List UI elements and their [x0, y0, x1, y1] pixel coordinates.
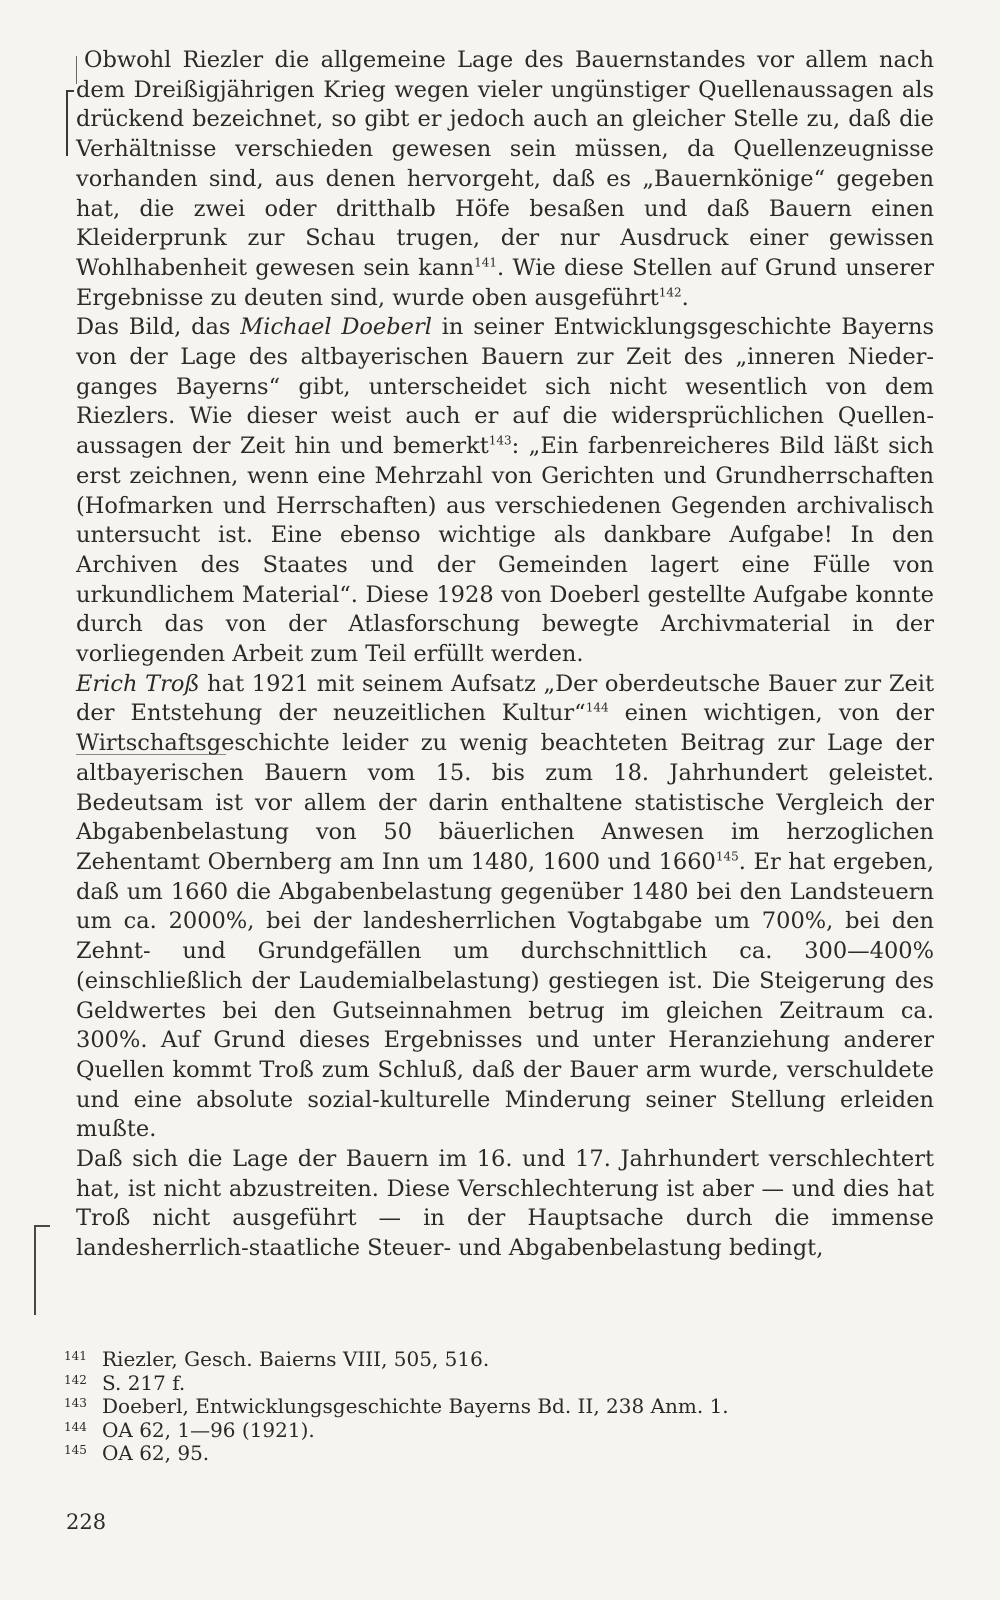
- footnote-text: Doeberl, Entwicklungsgeschichte Bayerns Bd. II, 238 Anm. 1.: [102, 1394, 729, 1418]
- paragraph: [76, 313, 934, 669]
- author-name: Erich Troß: [76, 670, 200, 697]
- footnote-reference: 142: [658, 285, 682, 300]
- margin-bracket-mark: [66, 90, 74, 156]
- paragraph: [76, 46, 934, 313]
- footnote: 142 S. 217 f.: [64, 1370, 186, 1395]
- text-run: Daß sich die Lage der Bauern im 16. und 17. Jahrhundert verschlechtert hat, ist nicht abzustreiten. Diese Verschlechterung ist aber — und dies hat Troß nicht ausgeführt — in der Hauptsache durch die immense landesherrlich-staatliche Steuer- und Abgabenbelastung bedingt,: [76, 1146, 934, 1262]
- footnote: 143 Doeberl, Entwicklungsgeschichte Bayerns Bd. II, 238 Anm. 1.: [64, 1394, 729, 1418]
- text-run: . Wie diese Stellen auf Grund unserer Ergebnisse zu deuten sind, wurde oben ausgeführt: [76, 254, 934, 311]
- footnote-text: S. 217 f.: [102, 1370, 186, 1395]
- main-text: [76, 46, 934, 1264]
- text-run: hat 1921 mit seinem Aufsatz „Der oberdeutsche Bauer zur Zeit der Entstehung der neuzeitlichen Kultur“: [76, 670, 935, 727]
- text-run: einen wichtigen, von der Wirtschaftsgeschichte leider zu wenig beachteten Beitrag zur Lage der altbayerischen Bauern vom 15. bis zum 18. Jahrhundert geleistet. Bedeutsam ist vor allem der darin enthaltene statistische Vergleich der Abgabenbelastung von 50 bäuerlichen Anwesen im herzoglichen Zehentamt Obernberg am Inn um 1480, 1600 und 1660: [76, 700, 934, 875]
- footnote-reference: 145: [715, 849, 739, 864]
- paragraph: [76, 670, 934, 1145]
- text-run: Das Bild, das: [76, 314, 241, 341]
- margin-bracket-mark: [34, 1225, 50, 1315]
- text-run: . Er hat ergeben, daß um 1660 die Abgabenbelastung gegenüber 1480 bei den Landsteuern um ca. 2000%, bei der landesherrlichen Vogtabgabe um 700%, bei den Zehnt- und Grundgefällen um durchschnittlich ca. 300—400% (einschließlich der Laudemialbelastung) gestiegen ist. Die Steigerung des Geldwertes bei den Gutseinnahmen betrug im gleichen Zeitraum ca. 300%. Auf Grund dieses Ergebnisses und unter Heranziehung anderer Quellen kommt Troß zum Schluß, daß der Bauer arm wurde, verschuldete und eine absolute sozial-kulturelle Minderung seiner Stellung erleiden mußte.: [76, 848, 934, 1143]
- footnote-text: Riezler, Gesch. Baierns VIII, 505, 516.: [102, 1347, 490, 1371]
- footnote: 144 OA 62, 1—96 (1921).: [64, 1417, 315, 1442]
- footnotes: [64, 1348, 924, 1466]
- footnote-reference: 144: [585, 700, 609, 715]
- text-run: in seiner Entwicklungsgeschichte Bayerns von der Lage des altbayerischen Bauern zur Zeit des „inneren Niederganges Bayerns“ gibt, unterscheidet sich nicht wesentlich von dem Riezlers. Wie dieser weist auch er auf die widersprüchlichen Quellenaussagen der Zeit hin und bemerkt: [76, 314, 934, 460]
- footnote-text: OA 62, 1—96 (1921).: [102, 1417, 315, 1442]
- paragraph: [76, 1145, 934, 1264]
- footnote-reference: 143: [488, 433, 512, 448]
- page-number: 228: [66, 1510, 107, 1534]
- text-run: : „Ein farbenreicheres Bild läßt sich erst zeichnen, wenn eine Mehrzahl von Gerichten und Grundherrschaften (Hofmarken und Herrschaften) aus verschiedenen Gegenden archivalisch untersucht ist. Eine ebenso wichtige als dankbare Aufgabe! In den Archiven des Staates und der Gemeinden lagert eine Fülle von urkundlichem Material“. Diese 1928 von Doeberl gestellte Aufgabe konnte durch das von der Atlasforschung bewegte Archivmaterial in der vorliegenden Arbeit zum Teil erfüllt werden.: [76, 433, 934, 668]
- footnote-reference: 141: [474, 255, 498, 270]
- footnote-text: OA 62, 95.: [102, 1441, 210, 1465]
- text-run: Obwohl Riezler die allgemeine Lage des Bauernstandes vor allem nach dem Dreißigjährigen Krieg wegen vieler ungünstiger Quellenaussagen als drückend bezeichnet, so gibt er jedoch auch an gleicher Stelle zu, daß die Verhältnisse verschieden gewesen sein müssen, da Quellenzeugnisse vorhanden sind, aus denen hervorgeht, daß es „Bauernkönige“ gegeben hat, die zwei oder dritthalb Höfe besaßen und daß Bauern einen Kleiderprunk zur Schau trugen, der nur Ausdruck einer gewissen Wohlhabenheit gewesen sein kann: [76, 47, 934, 281]
- text-run: .: [681, 284, 689, 311]
- footnote: 141 Riezler, Gesch. Baierns VIII, 505, 516.: [64, 1347, 490, 1371]
- author-name: Michael Doeberl: [240, 314, 432, 341]
- footnote: 145 OA 62, 95.: [64, 1441, 210, 1465]
